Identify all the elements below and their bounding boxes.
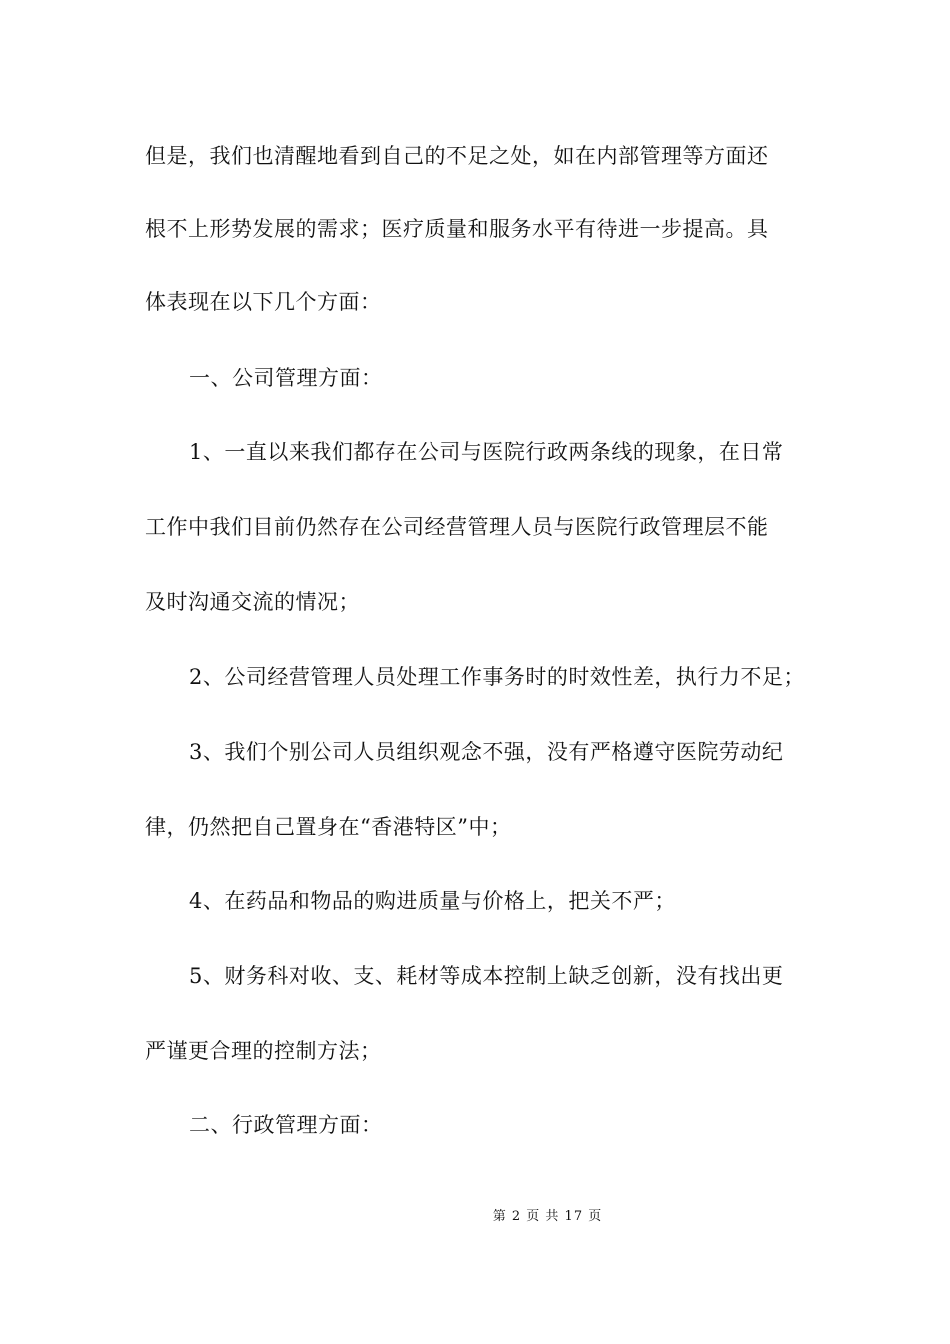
body-text-line: 根不上形势发展的需求；医疗质量和服务水平有待进一步提高。具: [145, 217, 769, 241]
body-text-line: 但是，我们也清醒地看到自己的不足之处，如在内部管理等方面还: [145, 144, 769, 168]
body-text-line: 律，仍然把自己置身在“香港特区”中；: [145, 815, 512, 839]
list-item-text: 3、我们个别公司人员组织观念不强，没有严格遵守医院劳动纪: [189, 740, 784, 764]
section-heading: 一、公司管理方面：: [189, 366, 383, 390]
body-text-line: 工作中我们目前仍然存在公司经营管理人员与医院行政管理层不能: [145, 515, 769, 539]
list-item-text: 5、财务科对收、支、耗材等成本控制上缺乏创新，没有找出更: [189, 964, 784, 988]
page-number-footer: 第 2 页 共 17 页: [492, 1209, 603, 1224]
section-heading: 二、行政管理方面：: [189, 1113, 383, 1137]
list-item-text: 2、公司经营管理人员处理工作事务时的时效性差，执行力不足；: [189, 665, 805, 689]
body-text-line: 体表现在以下几个方面：: [145, 290, 382, 314]
body-text-line: 严谨更合理的控制方法；: [145, 1039, 382, 1063]
list-item-text: 1、一直以来我们都存在公司与医院行政两条线的现象，在日常: [189, 440, 784, 464]
body-text-line: 及时沟通交流的情况；: [145, 590, 360, 614]
list-item-text: 4、在药品和物品的购进质量与价格上，把关不严；: [189, 889, 676, 913]
